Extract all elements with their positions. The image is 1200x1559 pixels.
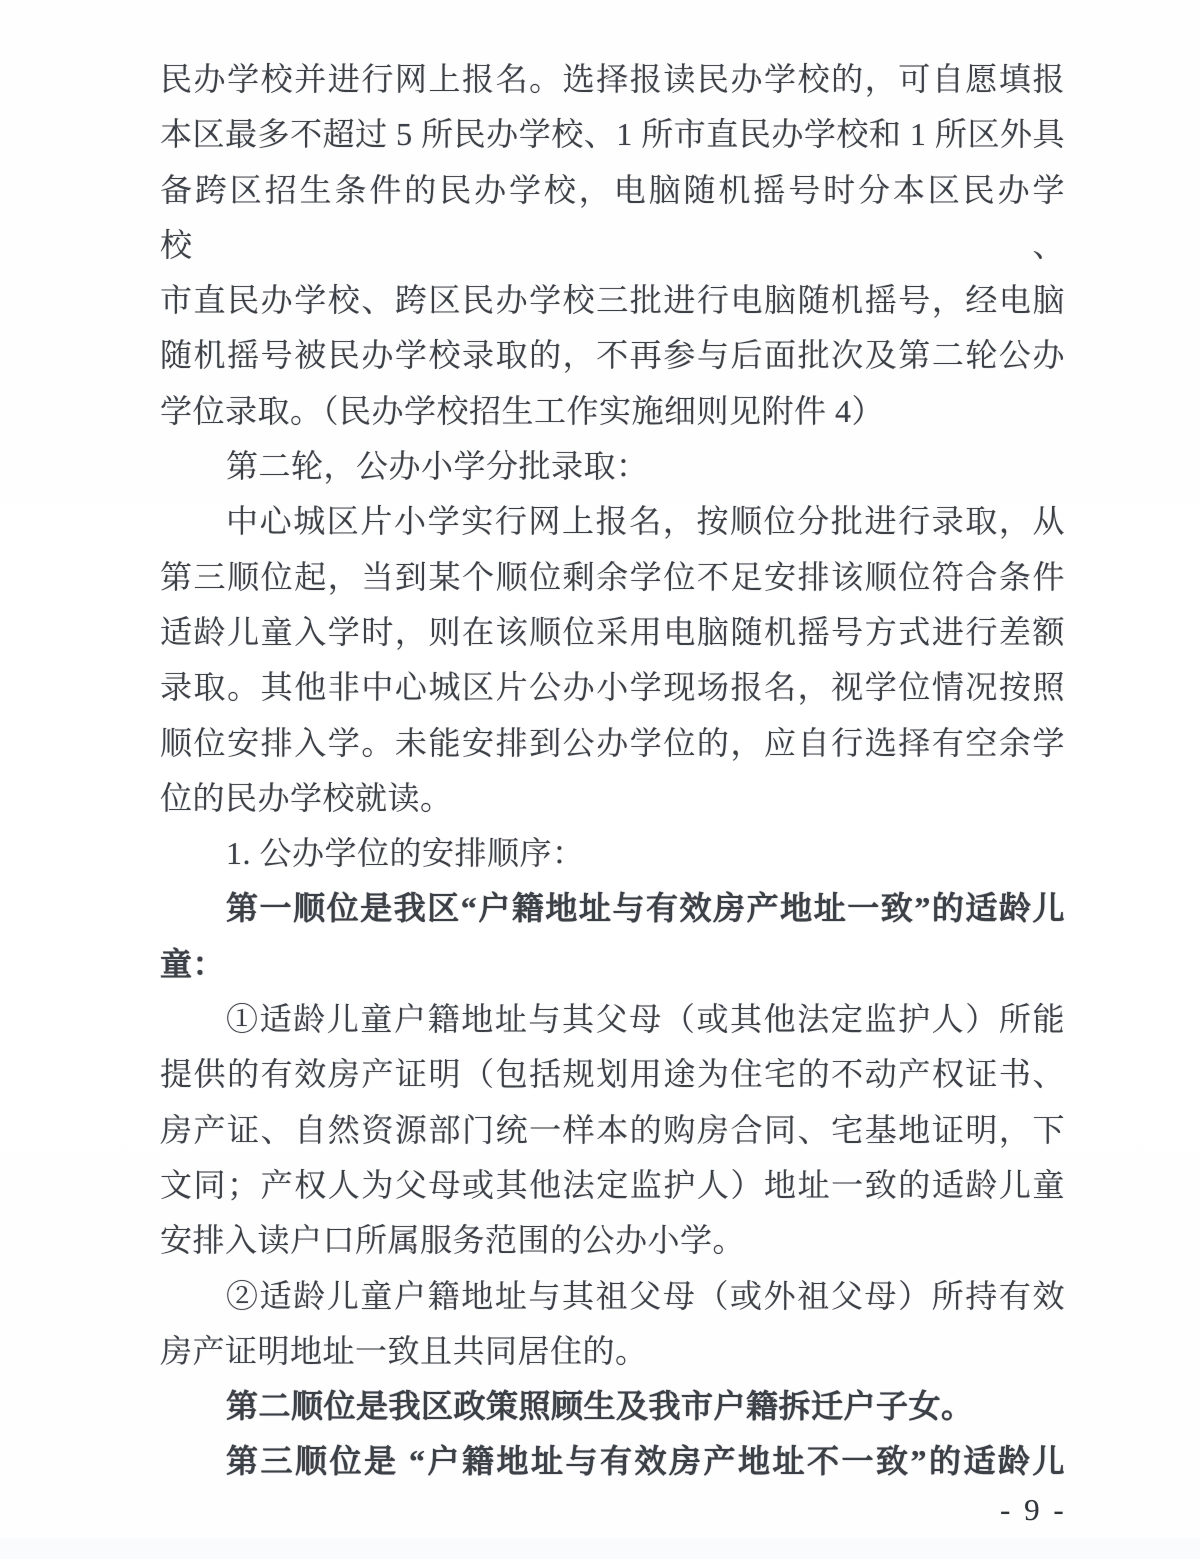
text-line: 顺位安排入学。未能安排到公办学位的，应自行选择有空余学	[160, 724, 1065, 761]
text-line: ①适龄儿童户籍地址与其父母（或其他法定监护人）所能	[226, 1001, 1065, 1038]
page-number: - 9 -	[1000, 1492, 1067, 1527]
text-line: ②适龄儿童户籍地址与其祖父母（或外祖父母）所持有效	[226, 1277, 1065, 1314]
text-line: 位的民办学校就读。	[160, 779, 453, 816]
text-line: 1. 公办学位的安排顺序：	[226, 835, 585, 872]
text-line: 童：	[160, 945, 226, 982]
text-line: 备跨区招生条件的民办学校，电脑随机摇号时分本区民办学校、	[160, 171, 1065, 263]
text-line: 适龄儿童入学时，则在该顺位采用电脑随机摇号方式进行差额	[160, 613, 1065, 650]
text-line: 随机摇号被民办学校录取的，不再参与后面批次及第二轮公办	[160, 337, 1065, 374]
document-lines	[160, 52, 1065, 1490]
text-line: 第三顺位是 “户籍地址与有效房产地址不一致”的适龄儿	[226, 1443, 1065, 1480]
text-line: 文同；产权人为父母或其他法定监护人）地址一致的适龄儿童	[160, 1166, 1065, 1203]
text-line: 市直民办学校、跨区民办学校三批进行电脑随机摇号，经电脑	[160, 282, 1065, 319]
text-line: 第一顺位是我区“户籍地址与有效房产地址一致”的适龄儿	[226, 890, 1065, 927]
text-line: 提供的有效房产证明（包括规划用途为住宅的不动产权证书、	[160, 1056, 1065, 1093]
text-line: 第二轮，公办小学分批录取：	[226, 448, 649, 485]
page-bottom-edge	[0, 1538, 1200, 1559]
text-line: 录取。其他非中心城区片公办小学现场报名，视学位情况按照	[160, 669, 1065, 706]
text-line: 中心城区片小学实行网上报名，按顺位分批进行录取，从	[226, 503, 1065, 540]
text-line: 安排入读户口所属服务范围的公办小学。	[160, 1222, 746, 1259]
text-line: 第三顺位起，当到某个顺位剩余学位不足安排该顺位符合条件	[160, 558, 1065, 595]
text-line: 房产证、自然资源部门统一样本的购房合同、宅基地证明，下	[160, 1111, 1065, 1148]
text-line: 本区最多不超过 5 所民办学校、1 所市直民办学校和 1 所区外具	[160, 116, 1065, 153]
text-line: 第二顺位是我区政策照顾生及我市户籍拆迁户子女。	[226, 1388, 974, 1425]
text-line: 学位录取。（民办学校招生工作实施细则见附件 4）	[160, 392, 885, 429]
text-line: 民办学校并进行网上报名。选择报读民办学校的，可自愿填报	[160, 61, 1065, 97]
text-line: 房产证明地址一致且共同居住的。	[160, 1332, 648, 1369]
